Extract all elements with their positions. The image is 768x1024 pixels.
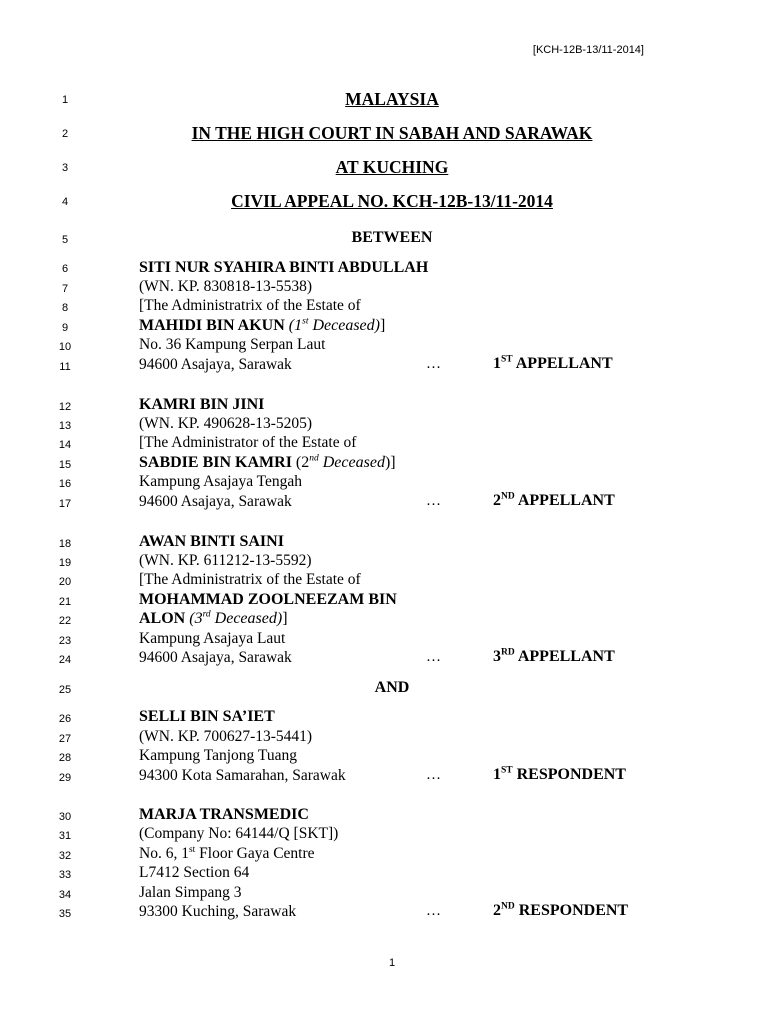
line-number: 26: [58, 713, 72, 725]
role-label: RESPONDENT: [512, 766, 626, 783]
line-number: 5: [61, 234, 69, 246]
party-role: [493, 355, 613, 373]
leader-dots: …: [426, 903, 441, 919]
line-number: 6: [61, 263, 69, 275]
role-ordinal: 1: [493, 355, 501, 372]
party-id: (WN. KP. 611212-13-5592): [139, 552, 312, 569]
line-number: 4: [61, 196, 69, 208]
ordinal-suffix: nd: [309, 453, 319, 464]
line-number: 29: [58, 772, 72, 784]
deceased-name: SABDIE BIN KAMRI: [139, 454, 292, 471]
party-name: MARJA TRANSMEDIC: [139, 806, 309, 823]
line-number: 18: [58, 538, 72, 550]
line-number: 21: [58, 596, 72, 608]
role-ordinal-suffix: ND: [501, 491, 515, 502]
line-number: 9: [61, 322, 69, 334]
line-number: 25: [58, 684, 72, 696]
and-label: AND: [374, 679, 410, 696]
role-label: APPELLANT: [514, 492, 615, 509]
case-reference-header: [KCH-12B-13/11-2014]: [532, 44, 644, 56]
deceased-ordinal: (2: [291, 454, 310, 471]
deceased-word: Deceased): [210, 610, 283, 627]
line-number: 19: [58, 557, 72, 569]
role-ordinal: 3: [493, 648, 501, 665]
address-part: Floor Gaya Centre: [195, 845, 315, 862]
party-address-line: Kampung Asajaya Laut: [139, 630, 286, 647]
leader-dots: …: [426, 493, 441, 509]
line-number: 16: [58, 478, 72, 490]
line-number: 14: [58, 439, 72, 451]
line-number: 10: [58, 341, 72, 353]
party-id: (WN. KP. 700627-13-5441): [139, 728, 313, 745]
line-number: 12: [58, 401, 72, 413]
bracket-close: ]: [379, 317, 386, 334]
deceased-line: [139, 317, 385, 335]
role-ordinal: 2: [493, 902, 501, 919]
line-number: 20: [58, 576, 72, 588]
line-number: 22: [58, 615, 72, 627]
line-number: 1: [61, 94, 69, 106]
ordinal-suffix: st: [302, 316, 309, 327]
line-number: 28: [58, 752, 72, 764]
party-address-line: 94600 Asajaya, Sarawak: [139, 493, 292, 510]
party-address-line: 93300 Kuching, Sarawak: [139, 903, 297, 920]
party-address-line: Kampung Tanjong Tuang: [139, 747, 297, 764]
caption-place: AT KUCHING: [335, 157, 449, 177]
party-role: [493, 492, 615, 510]
party-address-line: No. 36 Kampung Serpan Laut: [139, 336, 326, 353]
party-address-line: 94600 Asajaya, Sarawak: [139, 649, 292, 666]
deceased-name: MOHAMMAD ZOOLNEEZAM BIN: [139, 591, 397, 608]
bracket-close: ]: [282, 610, 288, 627]
party-name: AWAN BINTI SAINI: [139, 533, 284, 550]
caption-country: MALAYSIA: [345, 89, 439, 109]
line-number: 24: [58, 654, 72, 666]
party-capacity: [The Administrator of the Estate of: [139, 434, 357, 451]
deceased-ordinal: (3: [185, 610, 203, 627]
line-number: 32: [58, 850, 72, 862]
role-ordinal: 1: [493, 766, 501, 783]
leader-dots: …: [426, 356, 441, 372]
line-number: 35: [58, 908, 72, 920]
address-part: No. 6, 1: [139, 845, 189, 862]
party-id: (WN. KP. 830818-13-5538): [139, 278, 313, 295]
line-number: 27: [58, 733, 72, 745]
line-number: 11: [59, 361, 71, 373]
leader-dots: …: [426, 767, 441, 783]
line-number: 13: [58, 420, 72, 432]
party-address-line: 94600 Asajaya, Sarawak: [139, 356, 292, 373]
line-number: 7: [61, 283, 69, 295]
leader-dots: …: [426, 649, 441, 665]
party-role: [493, 902, 628, 920]
role-ordinal-suffix: RD: [501, 647, 515, 658]
line-number: 33: [58, 869, 72, 881]
party-role: [493, 648, 615, 666]
party-name: SELLI BIN SA’IET: [139, 708, 275, 725]
deceased-word: Deceased): [308, 317, 380, 334]
party-id: (WN. KP. 490628-13-5205): [139, 415, 313, 432]
party-address-line: [139, 845, 315, 863]
party-capacity: [The Administratrix of the Estate of: [139, 571, 361, 588]
party-address-line: Jalan Simpang 3: [139, 884, 242, 901]
deceased-name: MAHIDI BIN AKUN: [139, 317, 285, 334]
caption-court: IN THE HIGH COURT IN SABAH AND SARAWAK: [191, 123, 593, 143]
line-number: 3: [61, 162, 69, 174]
deceased-line: [139, 610, 288, 628]
line-number: 23: [58, 635, 72, 647]
ordinal-suffix: st: [188, 844, 196, 855]
party-address-line: Kampung Asajaya Tengah: [139, 473, 303, 490]
party-name: SITI NUR SYAHIRA BINTI ABDULLAH: [139, 259, 429, 276]
party-address-line: L7412 Section 64: [139, 864, 250, 881]
line-number: 15: [58, 459, 72, 471]
between-label: BETWEEN: [351, 229, 433, 246]
line-number: 31: [58, 830, 72, 842]
role-label: APPELLANT: [514, 648, 615, 665]
line-number: 8: [61, 302, 69, 314]
deceased-line: [139, 454, 396, 472]
role-label: RESPONDENT: [514, 902, 629, 919]
party-role: [493, 766, 626, 784]
line-number: 17: [58, 498, 72, 510]
party-name: KAMRI BIN JINI: [139, 396, 265, 413]
role-ordinal-suffix: ST: [501, 354, 513, 365]
party-capacity: [The Administratrix of the Estate of: [139, 297, 361, 314]
role-ordinal-suffix: ST: [501, 765, 513, 776]
caption-appeal-number: CIVIL APPEAL NO. KCH-12B-13/11-2014: [231, 191, 553, 211]
role-ordinal-suffix: ND: [501, 901, 515, 912]
party-id: (Company No: 64144/Q [SKT]): [139, 825, 339, 842]
role-ordinal: 2: [493, 492, 501, 509]
line-number: 30: [58, 811, 72, 823]
line-number: 34: [58, 889, 72, 901]
deceased-word: Deceased: [318, 454, 385, 471]
role-label: APPELLANT: [512, 355, 613, 372]
page-number: 1: [388, 957, 396, 969]
deceased-ordinal: (1: [284, 317, 303, 334]
party-address-line: 94300 Kota Samarahan, Sarawak: [139, 767, 346, 784]
line-number: 2: [61, 128, 69, 140]
ordinal-suffix: rd: [202, 609, 211, 620]
bracket-close: )]: [384, 454, 396, 471]
deceased-name: ALON: [139, 610, 186, 627]
